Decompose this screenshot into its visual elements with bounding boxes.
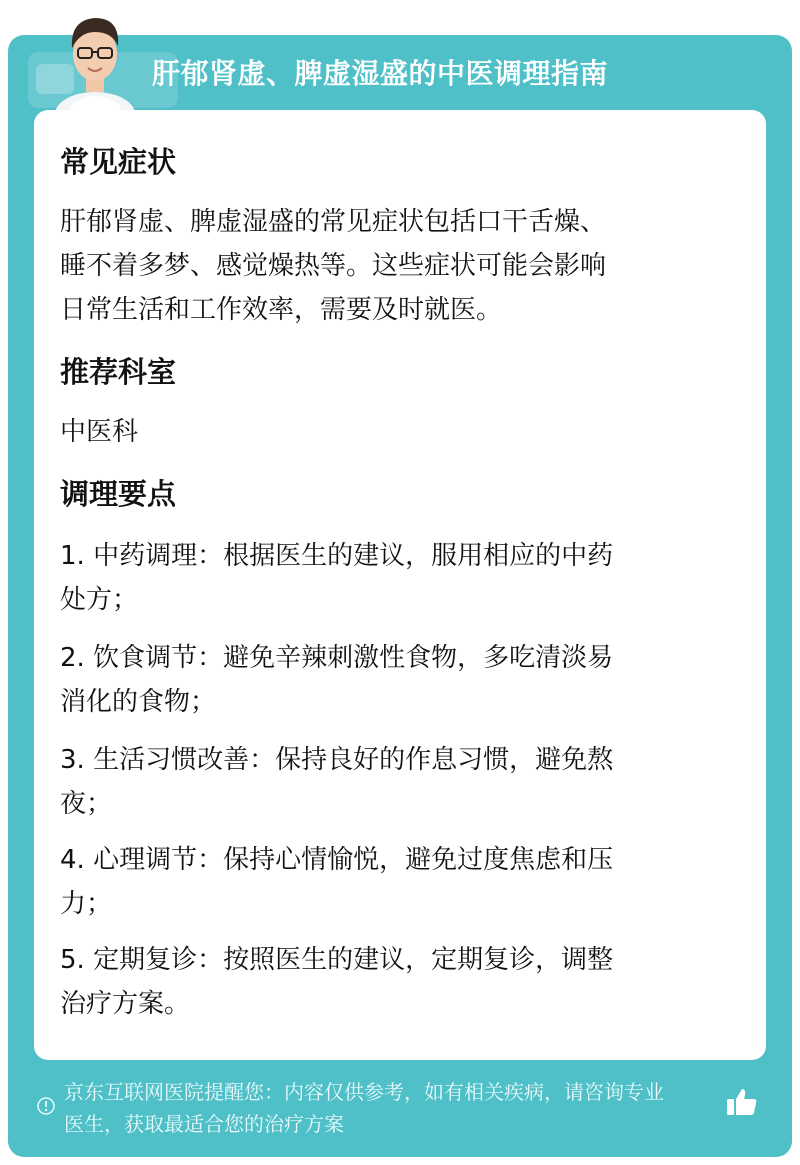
department-heading: 推荐科室 bbox=[60, 355, 177, 389]
care-heading: 调理要点 bbox=[60, 477, 177, 511]
care-item-3-line-1: 3. 生活习惯改善：保持良好的作息习惯，避免熬 bbox=[60, 745, 614, 775]
footer-disclaimer bbox=[64, 1076, 734, 1140]
care-item-1-line-2: 处方； bbox=[60, 585, 139, 615]
care-item-1-line-1: 1. 中药调理：根据医生的建议，服用相应的中药 bbox=[60, 541, 614, 571]
footer-line-1: 京东互联网医院提醒您：内容仅供参考，如有相关疾病，请咨询专业 bbox=[64, 1080, 664, 1104]
info-icon bbox=[36, 1096, 56, 1116]
doctor-avatar bbox=[40, 6, 150, 116]
page-title: 肝郁肾虚、脾虚湿盛的中医调理指南 bbox=[152, 57, 609, 90]
care-item-4-line-2: 力； bbox=[60, 889, 113, 919]
care-item-3-line-2: 夜； bbox=[60, 789, 113, 819]
thumbs-up-icon[interactable] bbox=[724, 1084, 760, 1120]
care-item-5-line-2: 治疗方案。 bbox=[60, 989, 191, 1019]
footer-line-2: 医生，获取最适合您的治疗方案 bbox=[64, 1112, 344, 1136]
care-item-4-line-1: 4. 心理调节：保持心情愉悦，避免过度焦虑和压 bbox=[60, 845, 614, 875]
symptoms-line-3: 日常生活和工作效率，需要及时就医。 bbox=[60, 295, 503, 325]
symptoms-heading: 常见症状 bbox=[60, 145, 177, 179]
care-item-2-line-2: 消化的食物； bbox=[60, 687, 217, 717]
department-value: 中医科 bbox=[60, 417, 139, 447]
care-item-5-line-1: 5. 定期复诊：按照医生的建议，定期复诊，调整 bbox=[60, 945, 614, 975]
symptoms-line-1: 肝郁肾虚、脾虚湿盛的常见症状包括口干舌燥、 bbox=[60, 207, 607, 237]
symptoms-line-2: 睡不着多梦、感觉燥热等。这些症状可能会影响 bbox=[60, 251, 607, 281]
care-item-2-line-1: 2. 饮食调节：避免辛辣刺激性食物，多吃清淡易 bbox=[60, 643, 614, 673]
